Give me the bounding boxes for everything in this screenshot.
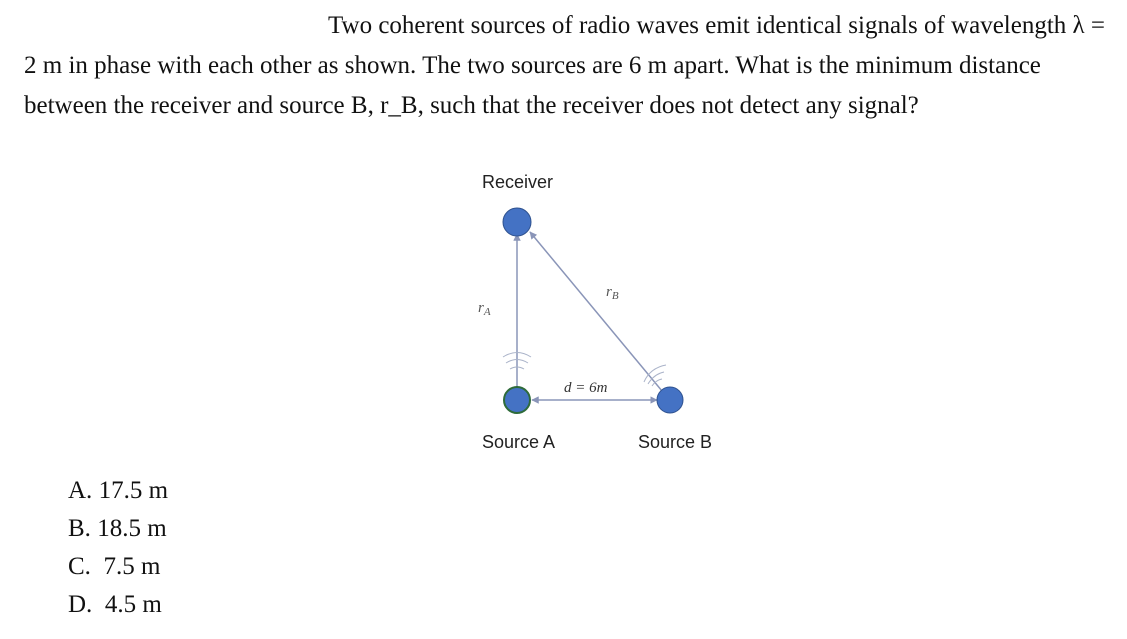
option-letter: A.: [68, 477, 93, 504]
source-a-label: Source A: [482, 432, 556, 452]
source-a-node: [504, 387, 530, 413]
option-value: 18.5 m: [97, 515, 167, 542]
distance-label: d = 6m: [564, 380, 608, 396]
option-value: 7.5 m: [103, 553, 161, 580]
receiver-label: Receiver: [482, 172, 554, 192]
answer-options: [68, 472, 168, 624]
source-b-label: Source B: [638, 432, 713, 452]
option-d[interactable]: [68, 586, 168, 624]
option-letter: C.: [68, 553, 91, 580]
question-body: Two coherent sources of radio waves emit identical signals of wavelength λ = 2 m in phase with each other as shown. The two sources are 6 m apart. What is the minimum distance between the receiver and source B, r_B, such that the receiver does not detect any signal?: [24, 12, 1106, 119]
option-c[interactable]: [68, 548, 168, 586]
question-text: [24, 6, 1119, 126]
option-a[interactable]: [68, 472, 168, 510]
interference-diagram: [440, 160, 760, 460]
option-value: 17.5 m: [98, 477, 169, 504]
option-letter: B.: [68, 515, 91, 542]
r-b-line: [530, 232, 667, 397]
wave-arcs-b: [644, 365, 666, 386]
option-letter: D.: [68, 591, 93, 618]
option-b[interactable]: [68, 510, 168, 548]
r-a-label: $r_A$: [478, 300, 491, 318]
option-value: 4.5 m: [104, 591, 162, 618]
r-b-label: $r_B$: [606, 284, 619, 302]
source-b-node: [657, 387, 683, 413]
receiver-node: [503, 208, 531, 236]
